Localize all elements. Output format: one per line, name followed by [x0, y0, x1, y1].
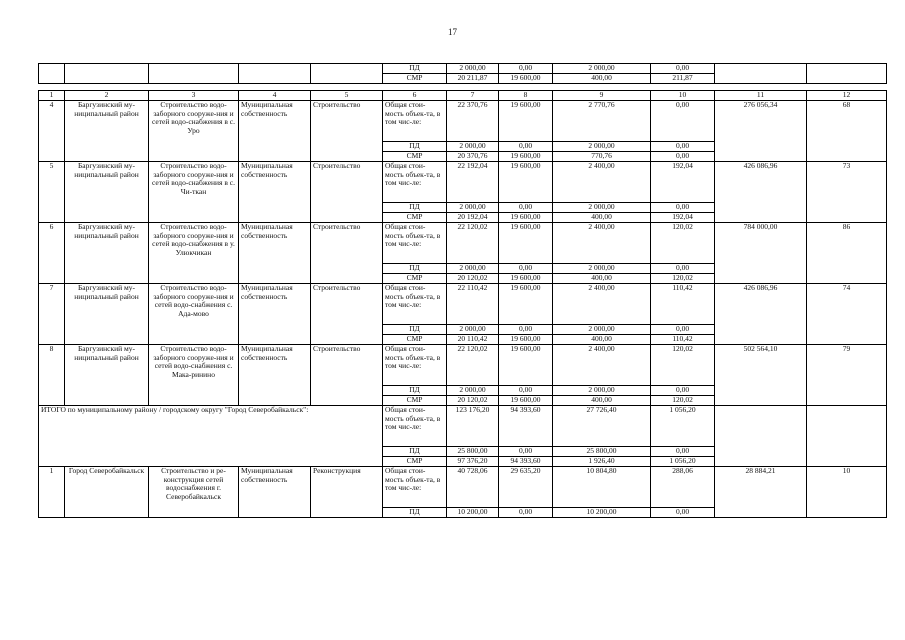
table-cell: 502 564,10: [715, 345, 807, 406]
table-cell: 7: [447, 91, 499, 101]
table-cell: 0,00: [499, 203, 553, 213]
table-cell: 19 600,00: [499, 101, 553, 142]
table-cell: 20 120,02: [447, 396, 499, 406]
table-cell: 10: [807, 467, 887, 518]
header-row: [39, 91, 887, 101]
table-cell: ПД: [383, 264, 447, 274]
table-cell: Реконструкция: [311, 467, 383, 518]
table-cell: 28 884,21: [715, 467, 807, 518]
table-row: [39, 101, 887, 142]
table-cell: 0,00: [651, 508, 715, 518]
table-cell: 120,02: [651, 396, 715, 406]
table-cell: 2 000,00: [447, 64, 499, 74]
table-cell: 20 192,04: [447, 213, 499, 223]
table-cell: Общая стои-мость объек-та, в том чис-ле:: [383, 345, 447, 386]
table-cell: 19 600,00: [499, 335, 553, 345]
table-cell: ПД: [383, 142, 447, 152]
table-cell: Баргузинский му-ниципальный район: [65, 345, 149, 406]
table-cell: 0,00: [499, 386, 553, 396]
table-cell: 288,06: [651, 467, 715, 508]
table-cell: Баргузинский му-ниципальный район: [65, 284, 149, 345]
table-cell: Муниципальная собственность: [239, 345, 311, 406]
table-cell: 400,00: [553, 74, 651, 84]
table-cell: 2 000,00: [553, 386, 651, 396]
table-cell: 12: [807, 91, 887, 101]
table-cell: 7: [39, 284, 65, 345]
table-cell: 2 000,00: [447, 142, 499, 152]
table-cell: 120,02: [651, 274, 715, 284]
table-cell: 2 400,00: [553, 162, 651, 203]
table-cell: ПД: [383, 203, 447, 213]
table-cell: 0,00: [651, 101, 715, 142]
table-cell: 86: [807, 223, 887, 284]
table-cell: Строительство: [311, 162, 383, 223]
table-cell: 2 400,00: [553, 345, 651, 386]
table-cell: 9: [553, 91, 651, 101]
table-cell: Муниципальная собственность: [239, 223, 311, 284]
table-cell: Общая стои-мость объек-та, в том чис-ле:: [383, 467, 447, 508]
table-cell: 8: [39, 345, 65, 406]
table-cell: ПД: [383, 386, 447, 396]
table-cell: СМР: [383, 335, 447, 345]
table-cell: 400,00: [553, 274, 651, 284]
table-cell: 19 600,00: [499, 396, 553, 406]
table-cell: 19 600,00: [499, 213, 553, 223]
table-cell: 123 176,20: [447, 406, 499, 447]
table-row: [39, 345, 887, 386]
table-cell: Общая стои-мость объек-та, в том чис-ле:: [383, 284, 447, 325]
table-cell: 2 770,76: [553, 101, 651, 142]
table-cell: 0,00: [651, 64, 715, 74]
table-cell: Город Северобайкальск: [65, 467, 149, 518]
table-cell: Строительство: [311, 284, 383, 345]
table-cell: 22 370,76: [447, 101, 499, 142]
table-cell: 211,87: [651, 74, 715, 84]
table-cell: 0,00: [499, 508, 553, 518]
table-cell: ПД: [383, 508, 447, 518]
table-cell: 25 800,00: [553, 447, 651, 457]
table-cell: 2 000,00: [447, 325, 499, 335]
table-cell: [239, 64, 311, 84]
table-cell: 97 376,20: [447, 457, 499, 467]
table-cell: 2 000,00: [553, 142, 651, 152]
table-cell: 0,00: [499, 142, 553, 152]
table-cell: [807, 406, 887, 467]
table-cell: Баргузинский му-ниципальный район: [65, 101, 149, 162]
table-cell: 20 110,42: [447, 335, 499, 345]
table-cell: 73: [807, 162, 887, 223]
table-cell: 2 000,00: [447, 264, 499, 274]
table-cell: 784 000,00: [715, 223, 807, 284]
table-cell: 25 800,00: [447, 447, 499, 457]
table-cell: Муниципальная собственность: [239, 101, 311, 162]
table-cell: Строительство: [311, 101, 383, 162]
table-cell: 11: [715, 91, 807, 101]
table-cell: 400,00: [553, 213, 651, 223]
table-cell: 0,00: [651, 325, 715, 335]
table-cell: Баргузинский му-ниципальный район: [65, 223, 149, 284]
table-cell: 2 000,00: [447, 386, 499, 396]
table-cell: 0,00: [499, 64, 553, 74]
table-cell: 2 000,00: [553, 264, 651, 274]
table-cell: СМР: [383, 213, 447, 223]
table-cell: 29 635,20: [499, 467, 553, 508]
table-cell: 40 728,06: [447, 467, 499, 508]
table-cell: 1: [39, 91, 65, 101]
table-cell: 400,00: [553, 396, 651, 406]
table-cell: 2 400,00: [553, 284, 651, 325]
table-cell: 19 600,00: [499, 162, 553, 203]
table-cell: СМР: [383, 457, 447, 467]
table-cell: 19 600,00: [499, 284, 553, 325]
table-cell: СМР: [383, 274, 447, 284]
table-cell: 4: [39, 101, 65, 162]
table-cell: ПД: [383, 325, 447, 335]
table-cell: 400,00: [553, 335, 651, 345]
table-cell: СМР: [383, 152, 447, 162]
table-cell: 19 600,00: [499, 223, 553, 264]
table-cell: 10 200,00: [553, 508, 651, 518]
table-cell: 0,00: [499, 325, 553, 335]
table-row: [39, 162, 887, 203]
table-cell: 19 600,00: [499, 152, 553, 162]
table-cell: 4: [239, 91, 311, 101]
table-cell: 192,04: [651, 162, 715, 203]
table-cell: [715, 64, 807, 84]
table-spacer: [39, 84, 887, 91]
page-number: 17: [448, 27, 457, 37]
table-cell: 1 926,40: [553, 457, 651, 467]
table-cell: Строительство водо-заборного сооруже-ния и сетей водо-снабжения с. Мака-ринино: [149, 345, 239, 406]
table-cell: 0,00: [651, 152, 715, 162]
table-cell: 1: [39, 467, 65, 518]
table-cell: Муниципальная собственность: [239, 162, 311, 223]
table-cell: 94 393,60: [499, 457, 553, 467]
table-cell: Строительство водо-заборного сооруже-ния и сетей водо-снабжения в с. Чи-ткан: [149, 162, 239, 223]
table-cell: 20 370,76: [447, 152, 499, 162]
table-cell: Строительство водо-заборного сооруже-ния и сетей водо-снабжения с. Ада-мово: [149, 284, 239, 345]
table-cell: 2: [65, 91, 149, 101]
table-cell: 0,00: [651, 203, 715, 213]
table-row: [39, 284, 887, 325]
table-cell: 27 726,40: [553, 406, 651, 447]
table-cell: 22 110,42: [447, 284, 499, 325]
table-cell: 120,02: [651, 345, 715, 386]
table-cell: Муниципальная собственность: [239, 467, 311, 518]
table-cell: 8: [499, 91, 553, 101]
table-cell: 19 600,00: [499, 345, 553, 386]
table-cell: 22 120,02: [447, 223, 499, 264]
table-row: [39, 64, 887, 74]
table-cell: 1 056,20: [651, 406, 715, 447]
table-cell: 276 056,34: [715, 101, 807, 162]
table-cell: Общая стои-мость объек-та, в том чис-ле:: [383, 223, 447, 264]
table-cell: [39, 84, 887, 91]
table-row: [39, 467, 887, 508]
table-cell: 6: [383, 91, 447, 101]
table-cell: 3: [149, 91, 239, 101]
table-cell: 0,00: [499, 447, 553, 457]
table-cell: 94 393,60: [499, 406, 553, 447]
table-cell: Строительство: [311, 223, 383, 284]
table-cell: [715, 406, 807, 467]
table-cell: СМР: [383, 396, 447, 406]
table-cell: 10 200,00: [447, 508, 499, 518]
table-cell: 0,00: [651, 386, 715, 396]
table-cell: 426 086,96: [715, 284, 807, 345]
table-cell: [149, 64, 239, 84]
table-cell: 10 804,80: [553, 467, 651, 508]
total-row: [39, 406, 887, 447]
table-cell: 0,00: [499, 264, 553, 274]
table-cell: 10: [651, 91, 715, 101]
table-cell: 22 120,02: [447, 345, 499, 386]
table-cell: Строительство и ре-конструкция сетей водоснабжения г. Северобайкальск: [149, 467, 239, 518]
table-cell: 20 120,02: [447, 274, 499, 284]
table-cell: 19 600,00: [499, 74, 553, 84]
table-cell: 20 211,87: [447, 74, 499, 84]
table-cell: 19 600,00: [499, 274, 553, 284]
table-cell: Муниципальная собственность: [239, 284, 311, 345]
table-cell: [807, 64, 887, 84]
table-cell: 6: [39, 223, 65, 284]
table-cell: [65, 64, 149, 84]
table-cell: 22 192,04: [447, 162, 499, 203]
table-cell: 5: [39, 162, 65, 223]
investment-table: [38, 63, 887, 518]
table-cell: 2 000,00: [447, 203, 499, 213]
table-cell: Строительство: [311, 345, 383, 406]
table-cell: 79: [807, 345, 887, 406]
table-cell: 2 400,00: [553, 223, 651, 264]
table-cell: Строительство водо-заборного сооруже-ния и сетей водо-снабжения в у. Улюкчикан: [149, 223, 239, 284]
table-cell: 192,04: [651, 213, 715, 223]
table-cell: Баргузинский му-ниципальный район: [65, 162, 149, 223]
table-cell: ПД: [383, 447, 447, 457]
table-cell: Общая стои-мость объек-та, в том чис-ле:: [383, 406, 447, 447]
table-cell: 0,00: [651, 264, 715, 274]
table-cell: Общая стои-мость объек-та, в том чис-ле:: [383, 101, 447, 142]
table-cell: 770,76: [553, 152, 651, 162]
table-row: [39, 223, 887, 264]
table-cell: 110,42: [651, 284, 715, 325]
table-cell: 0,00: [651, 142, 715, 152]
table-cell: 2 000,00: [553, 325, 651, 335]
table-cell: 2 000,00: [553, 64, 651, 74]
table-cell: ИТОГО по муниципальному району / городскому округу "Город Северобайкальск":: [39, 406, 383, 467]
table-cell: ПД: [383, 64, 447, 74]
table-cell: 74: [807, 284, 887, 345]
table-cell: 1 056,20: [651, 457, 715, 467]
table-cell: 426 086,96: [715, 162, 807, 223]
table-cell: Общая стои-мость объек-та, в том чис-ле:: [383, 162, 447, 203]
table-cell: 120,02: [651, 223, 715, 264]
table-cell: 5: [311, 91, 383, 101]
table-cell: 110,42: [651, 335, 715, 345]
table-cell: Строительство водо-заборного сооруже-ния и сетей водо-снабжения в с. Уро: [149, 101, 239, 162]
table-cell: 0,00: [651, 447, 715, 457]
table-cell: 2 000,00: [553, 203, 651, 213]
table-cell: [39, 64, 65, 84]
table-cell: СМР: [383, 74, 447, 84]
table-cell: [311, 64, 383, 84]
table-cell: 68: [807, 101, 887, 162]
